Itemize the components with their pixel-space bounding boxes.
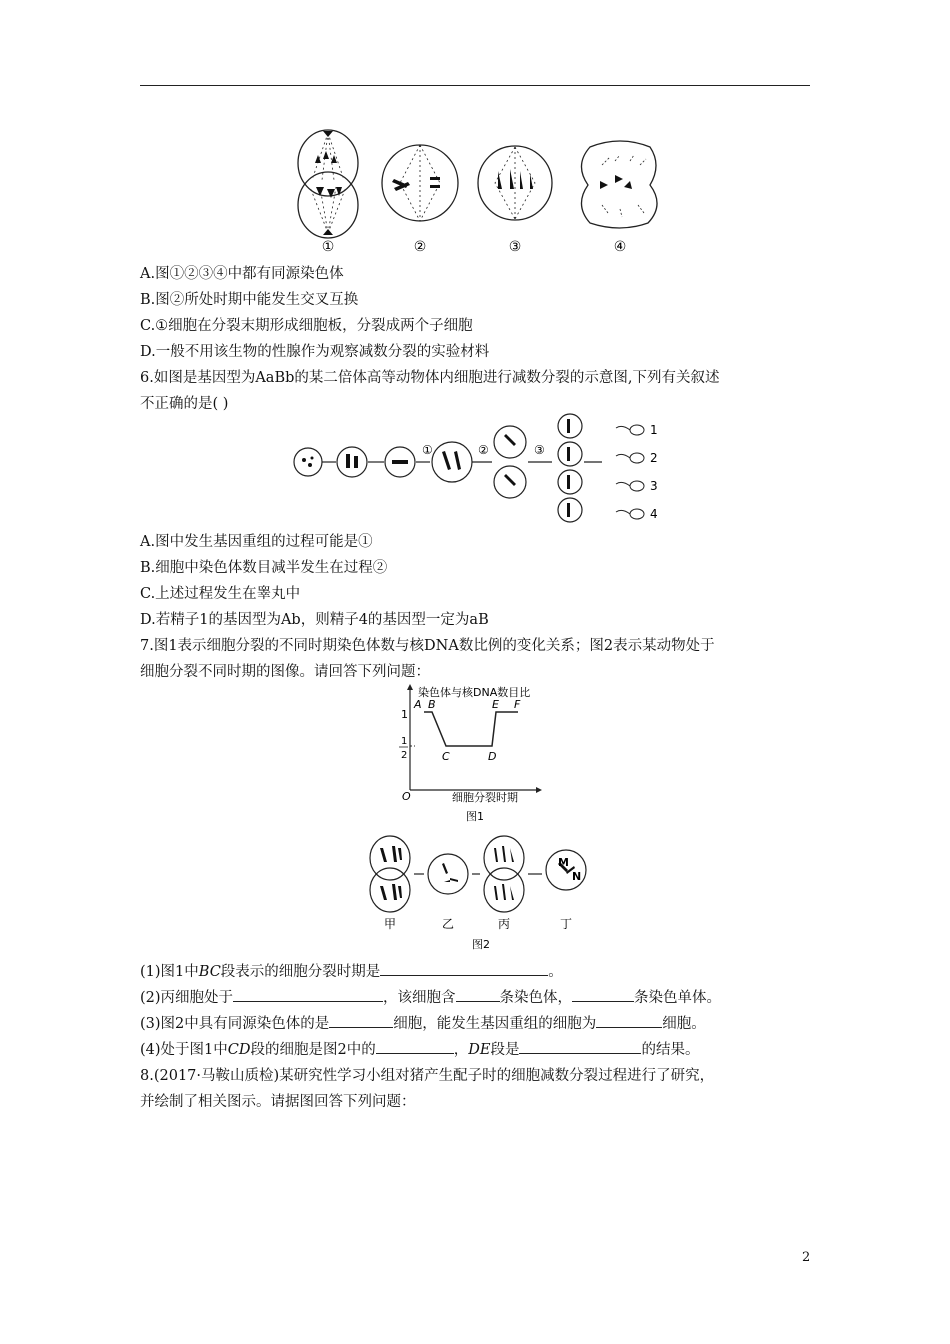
cell-1 bbox=[298, 130, 358, 238]
fig-label-1: ① bbox=[321, 239, 335, 255]
sperm-2: 2 bbox=[650, 451, 658, 465]
fig1-origin: O bbox=[402, 790, 411, 803]
fig-label-2: ② bbox=[413, 239, 427, 255]
cell-jia-top bbox=[370, 836, 410, 880]
q7-sub4-blank-2[interactable] bbox=[519, 1039, 641, 1054]
mark-M: M bbox=[558, 856, 569, 869]
figure-cell-division-four bbox=[290, 125, 670, 257]
q7-sub1-text-b: 段表示的细胞分裂时期是 bbox=[220, 964, 381, 980]
sperm-3: 3 bbox=[650, 479, 658, 493]
point-label-D: D bbox=[488, 750, 497, 763]
point-label-E: E bbox=[492, 698, 499, 711]
q5-option-b: B.图②所处时期中能发生交叉互换 bbox=[140, 292, 359, 308]
fig-label-3: ③ bbox=[508, 239, 522, 255]
q7-sub1-text-a: (1)图1中 bbox=[140, 964, 199, 980]
q7-sub2 bbox=[140, 986, 721, 1007]
q7-sub2-text-b: ，该细胞含 bbox=[383, 990, 456, 1006]
q7-stem-line1: 7.图1表示细胞分裂的不同时期染色体数与核DNA数比例的变化关系；图2表示某动物处于 bbox=[140, 638, 715, 654]
figure-meiosis-process bbox=[292, 410, 672, 528]
q5-option-c: C.①细胞在分裂末期形成细胞板，分裂成两个子细胞 bbox=[140, 318, 473, 334]
q6-stem-line2: 不正确的是( ) bbox=[140, 396, 229, 412]
sperm-1: 1 bbox=[650, 423, 658, 437]
point-label-A: A bbox=[414, 698, 422, 711]
page-number: 2 bbox=[802, 1250, 811, 1265]
q7-sub4-text-e: 的结果。 bbox=[641, 1042, 700, 1058]
q7-sub2-blank-1[interactable] bbox=[233, 987, 383, 1002]
q7-sub2-text-d: 条染色单体。 bbox=[634, 990, 722, 1006]
step-3: ③ bbox=[534, 443, 545, 457]
q7-sub3-text-c: 细胞。 bbox=[662, 1016, 706, 1032]
q7-sub2-text-a: (2)丙细胞处于 bbox=[140, 990, 234, 1006]
q7-sub4-text-c: ， bbox=[453, 1042, 469, 1058]
q7-sub4-segment-de: DE bbox=[468, 1042, 491, 1058]
q7-sub3-text-b: 细胞，能发生基因重组的细胞为 bbox=[393, 1016, 597, 1032]
fig1-tick-half-den: 2 bbox=[401, 750, 408, 761]
cell-3 bbox=[478, 146, 552, 220]
q7-sub3-blank-2[interactable] bbox=[596, 1013, 662, 1028]
header-rule bbox=[140, 85, 810, 86]
q7-sub4-text-a: (4)处于图1中 bbox=[140, 1042, 228, 1058]
q7-sub4-text-b: 段的细胞是图2中的 bbox=[250, 1042, 376, 1058]
q7-sub3-text-a: (3)图2中具有同源染色体的是 bbox=[140, 1016, 330, 1032]
figure-1-ratio-chart bbox=[380, 682, 580, 832]
q6-option-c: C.上述过程发生在睾丸中 bbox=[140, 586, 301, 602]
q7-sub4 bbox=[140, 1038, 699, 1059]
q6-option-a: A.图中发生基因重组的过程可能是① bbox=[140, 534, 373, 550]
cell-yi bbox=[428, 854, 468, 894]
q7-sub3-blank-1[interactable] bbox=[329, 1013, 393, 1028]
q8-line1: 8.(2017·马鞍山质检)某研究性学习小组对猪产生配子时的细胞减数分裂过程进行了研究， bbox=[140, 1068, 715, 1084]
cell-label-jia: 甲 bbox=[383, 917, 397, 931]
q5-option-d: D.一般不用该生物的性腺作为观察减数分裂的实验材料 bbox=[140, 344, 490, 360]
q8-line2: 并绘制了相关图示。请据图回答下列问题： bbox=[140, 1094, 416, 1110]
sperm-4: 4 bbox=[650, 507, 658, 521]
q7-sub4-segment-cd: CD bbox=[227, 1042, 251, 1058]
fig1-caption: 图1 bbox=[466, 810, 484, 823]
q7-stem-line2: 细胞分裂不同时期的图像。请回答下列问题： bbox=[140, 664, 430, 680]
q7-sub2-blank-2[interactable] bbox=[456, 987, 500, 1002]
cell-label-ding: 丁 bbox=[559, 917, 573, 931]
q7-sub3 bbox=[140, 1012, 706, 1033]
q7-sub1-blank[interactable] bbox=[380, 961, 548, 976]
q6-option-d: D.若精子1的基因型为Ab，则精子4的基因型一定为aB bbox=[140, 612, 489, 628]
cell-4 bbox=[581, 141, 657, 228]
cell-2 bbox=[382, 145, 458, 221]
figure-2-cells bbox=[362, 834, 602, 956]
fig1-xlabel: 细胞分裂时期 bbox=[452, 791, 518, 804]
q7-sub2-text-c: 条染色体， bbox=[499, 990, 573, 1006]
cell-label-yi: 乙 bbox=[441, 917, 455, 931]
point-label-F: F bbox=[514, 698, 521, 711]
q7-sub1-segment: BC bbox=[198, 964, 221, 980]
q6-stem-line1: 6.如图是基因型为AaBb的某二倍体高等动物体内细胞进行减数分裂的示意图,下列有关叙述 bbox=[140, 370, 720, 386]
fig1-ylabel: 染色体与核DNA数目比 bbox=[418, 686, 531, 699]
cell-jia-bottom bbox=[370, 868, 410, 912]
point-label-B: B bbox=[428, 698, 436, 711]
q7-sub4-blank-1[interactable] bbox=[376, 1039, 454, 1054]
fig2-caption: 图2 bbox=[472, 938, 490, 951]
q7-sub1 bbox=[140, 960, 563, 981]
fig1-tick-one: 1 bbox=[401, 708, 408, 721]
mark-N: N bbox=[572, 870, 582, 883]
q7-sub4-text-d: 段是 bbox=[490, 1042, 520, 1058]
ratio-series-line bbox=[424, 712, 518, 746]
fig-label-4: ④ bbox=[613, 239, 627, 255]
cell-label-bing: 丙 bbox=[497, 917, 511, 931]
step-1: ① bbox=[422, 443, 433, 457]
point-label-C: C bbox=[442, 750, 450, 763]
fig1-tick-half-num: 1 bbox=[401, 736, 408, 747]
q7-sub1-end: 。 bbox=[548, 964, 563, 980]
q5-option-a: A.图①②③④中都有同源染色体 bbox=[140, 266, 344, 282]
q7-sub2-blank-3[interactable] bbox=[572, 987, 634, 1002]
q6-option-b: B.细胞中染色体数目减半发生在过程② bbox=[140, 560, 388, 576]
step-2: ② bbox=[478, 443, 489, 457]
